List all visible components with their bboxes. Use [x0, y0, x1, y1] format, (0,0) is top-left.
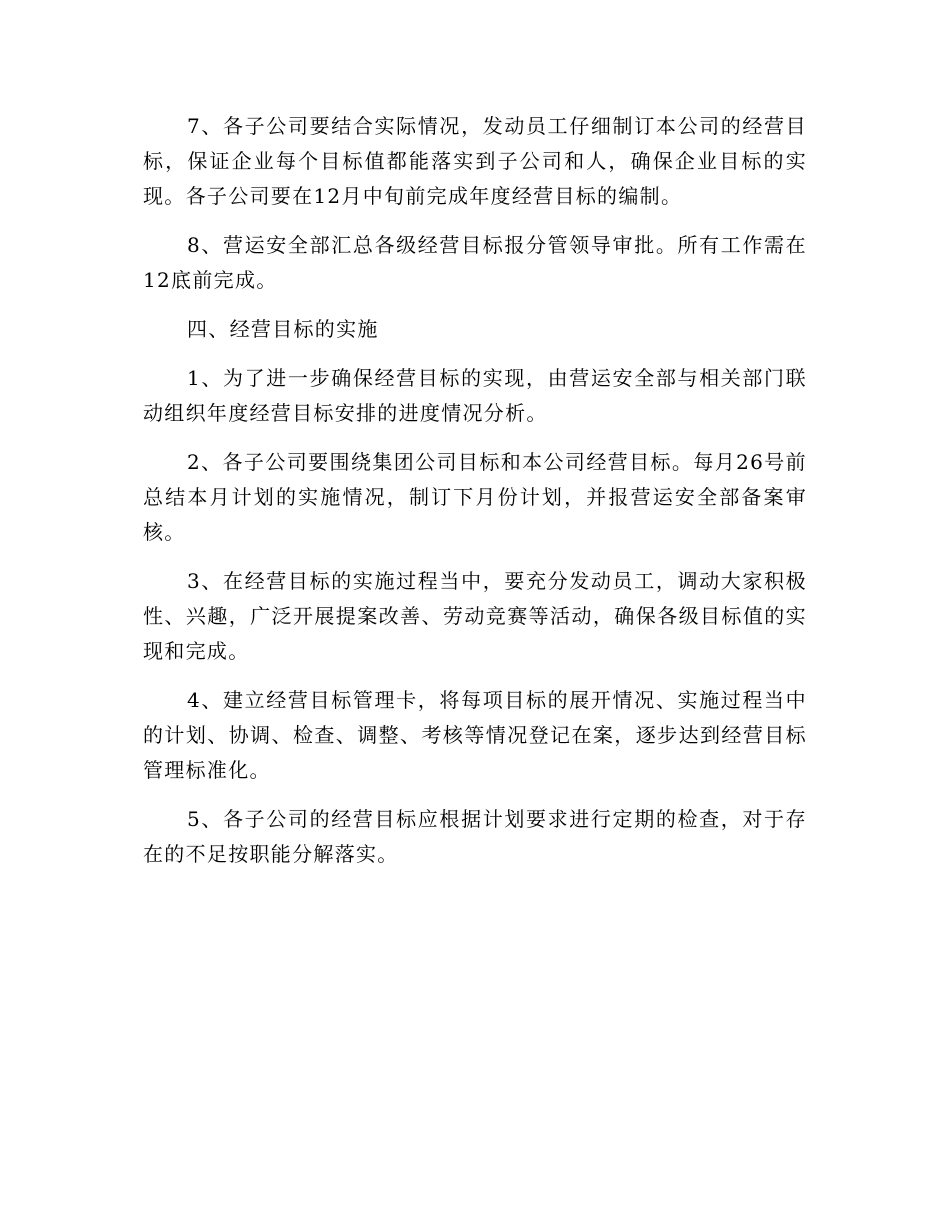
paragraph-item-8: 8、营运安全部汇总各级经营目标报分管领导审批。所有工作需在12底前完成。 [143, 233, 807, 292]
paragraph-item-4: 4、建立经营目标管理卡，将每项目标的展开情况、实施过程当中的计划、协调、检查、调整、考核等情况登记在案，逐步达到经营目标管理标准化。 [143, 688, 807, 782]
paragraph-item-7: 7、各子公司要结合实际情况，发动员工仔细制订本公司的经营目标，保证企业每个目标值都能落实到子公司和人，确保企业目标的实现。各子公司要在12月中旬前完成年度经营目标的编制。 [143, 114, 807, 208]
paragraph-item-2: 2、各子公司要围绕集团公司目标和本公司经营目标。每月26号前总结本月计划的实施情况，制订下月份计划，并报营运安全部备案审核。 [143, 450, 807, 544]
document-body [143, 109, 807, 886]
paragraph-item-3: 3、在经营目标的实施过程当中，要充分发动员工，调动大家积极性、兴趣，广泛开展提案改善、劳动竞赛等活动，确保各级目标值的实现和完成。 [143, 569, 807, 663]
section-heading-implementation: 四、经营目标的实施 [187, 317, 379, 341]
paragraph-item-5: 5、各子公司的经营目标应根据计划要求进行定期的检查，对于存在的不足按职能分解落实。 [143, 807, 807, 866]
paragraph-item-1: 1、为了进一步确保经营目标的实现，由营运安全部与相关部门联动组织年度经营目标安排的进度情况分析。 [143, 366, 807, 425]
